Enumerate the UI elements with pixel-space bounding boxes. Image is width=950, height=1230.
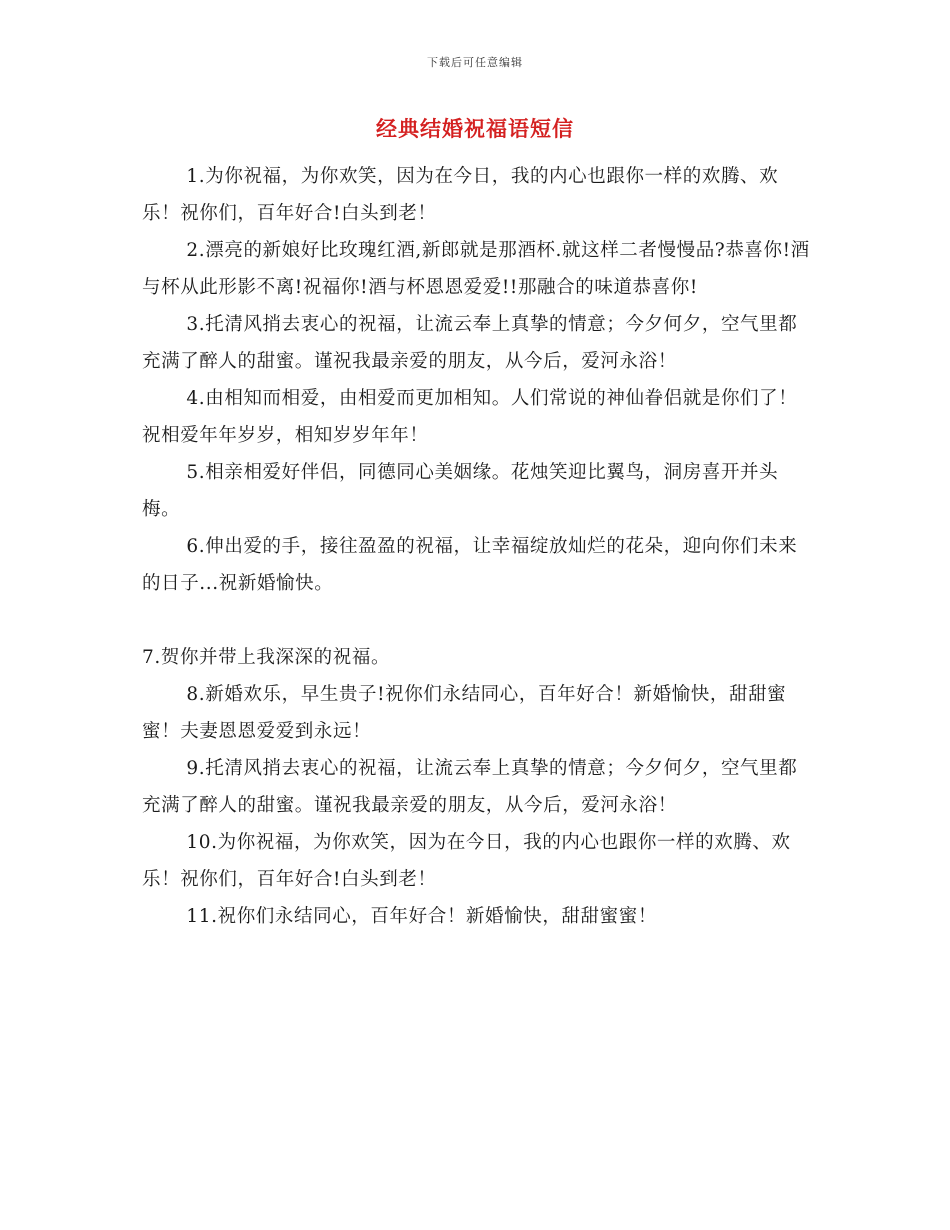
paragraph-2: 2.漂亮的新娘好比玫瑰红酒,新郎就是那酒杯.就这样二者慢慢品?恭喜你!酒与杯从此形影不离!祝福你!酒与杯恩恩爱爱!!那融合的味道恭喜你! [142,240,810,298]
document-body [142,158,812,935]
paragraph-7: 7.贺你并带上我深深的祝福。 [142,647,391,668]
paragraph-1: 1.为你祝福，为你欢笑，因为在今日，我的内心也跟你一样的欢腾、欢乐！祝你们，百年好合!白头到老！ [142,166,779,224]
paragraph-4: 4.由相知而相爱，由相爱而更加相知。人们常说的神仙眷侣就是你们了！祝相爱年年岁岁，相知岁岁年年！ [142,388,798,446]
paragraph-10: 10.为你祝福，为你欢笑，因为在今日，我的内心也跟你一样的欢腾、欢乐！祝你们，百年好合!白头到老！ [142,832,791,890]
paragraph-5: 5.相亲相爱好伴侣，同德同心美姻缘。花烛笑迎比翼鸟，洞房喜开并头梅。 [142,462,779,520]
document-title: 经典结婚祝福语短信 [376,116,574,141]
header-note: 下载后可任意编辑 [427,56,523,69]
paragraph-3: 3.托清风捎去衷心的祝福，让流云奉上真挚的情意；今夕何夕，空气里都充满了醉人的甜蜜。谨祝我最亲爱的朋友，从今后，爱河永浴！ [142,314,798,372]
paragraph-9: 9.托清风捎去衷心的祝福，让流云奉上真挚的情意；今夕何夕，空气里都充满了醉人的甜蜜。谨祝我最亲爱的朋友，从今后，爱河永浴！ [142,758,798,816]
paragraph-11: 11.祝你们永结同心，百年好合！新婚愉快，甜甜蜜蜜！ [186,906,657,927]
paragraph-6: 6.伸出爱的手，接往盈盈的祝福，让幸福绽放灿烂的花朵，迎向你们未来的日子...祝新婚愉快。 [142,536,798,594]
paragraph-8: 8.新婚欢乐，早生贵子!祝你们永结同心，百年好合！新婚愉快，甜甜蜜蜜！夫妻恩恩爱爱到永远！ [142,684,787,742]
